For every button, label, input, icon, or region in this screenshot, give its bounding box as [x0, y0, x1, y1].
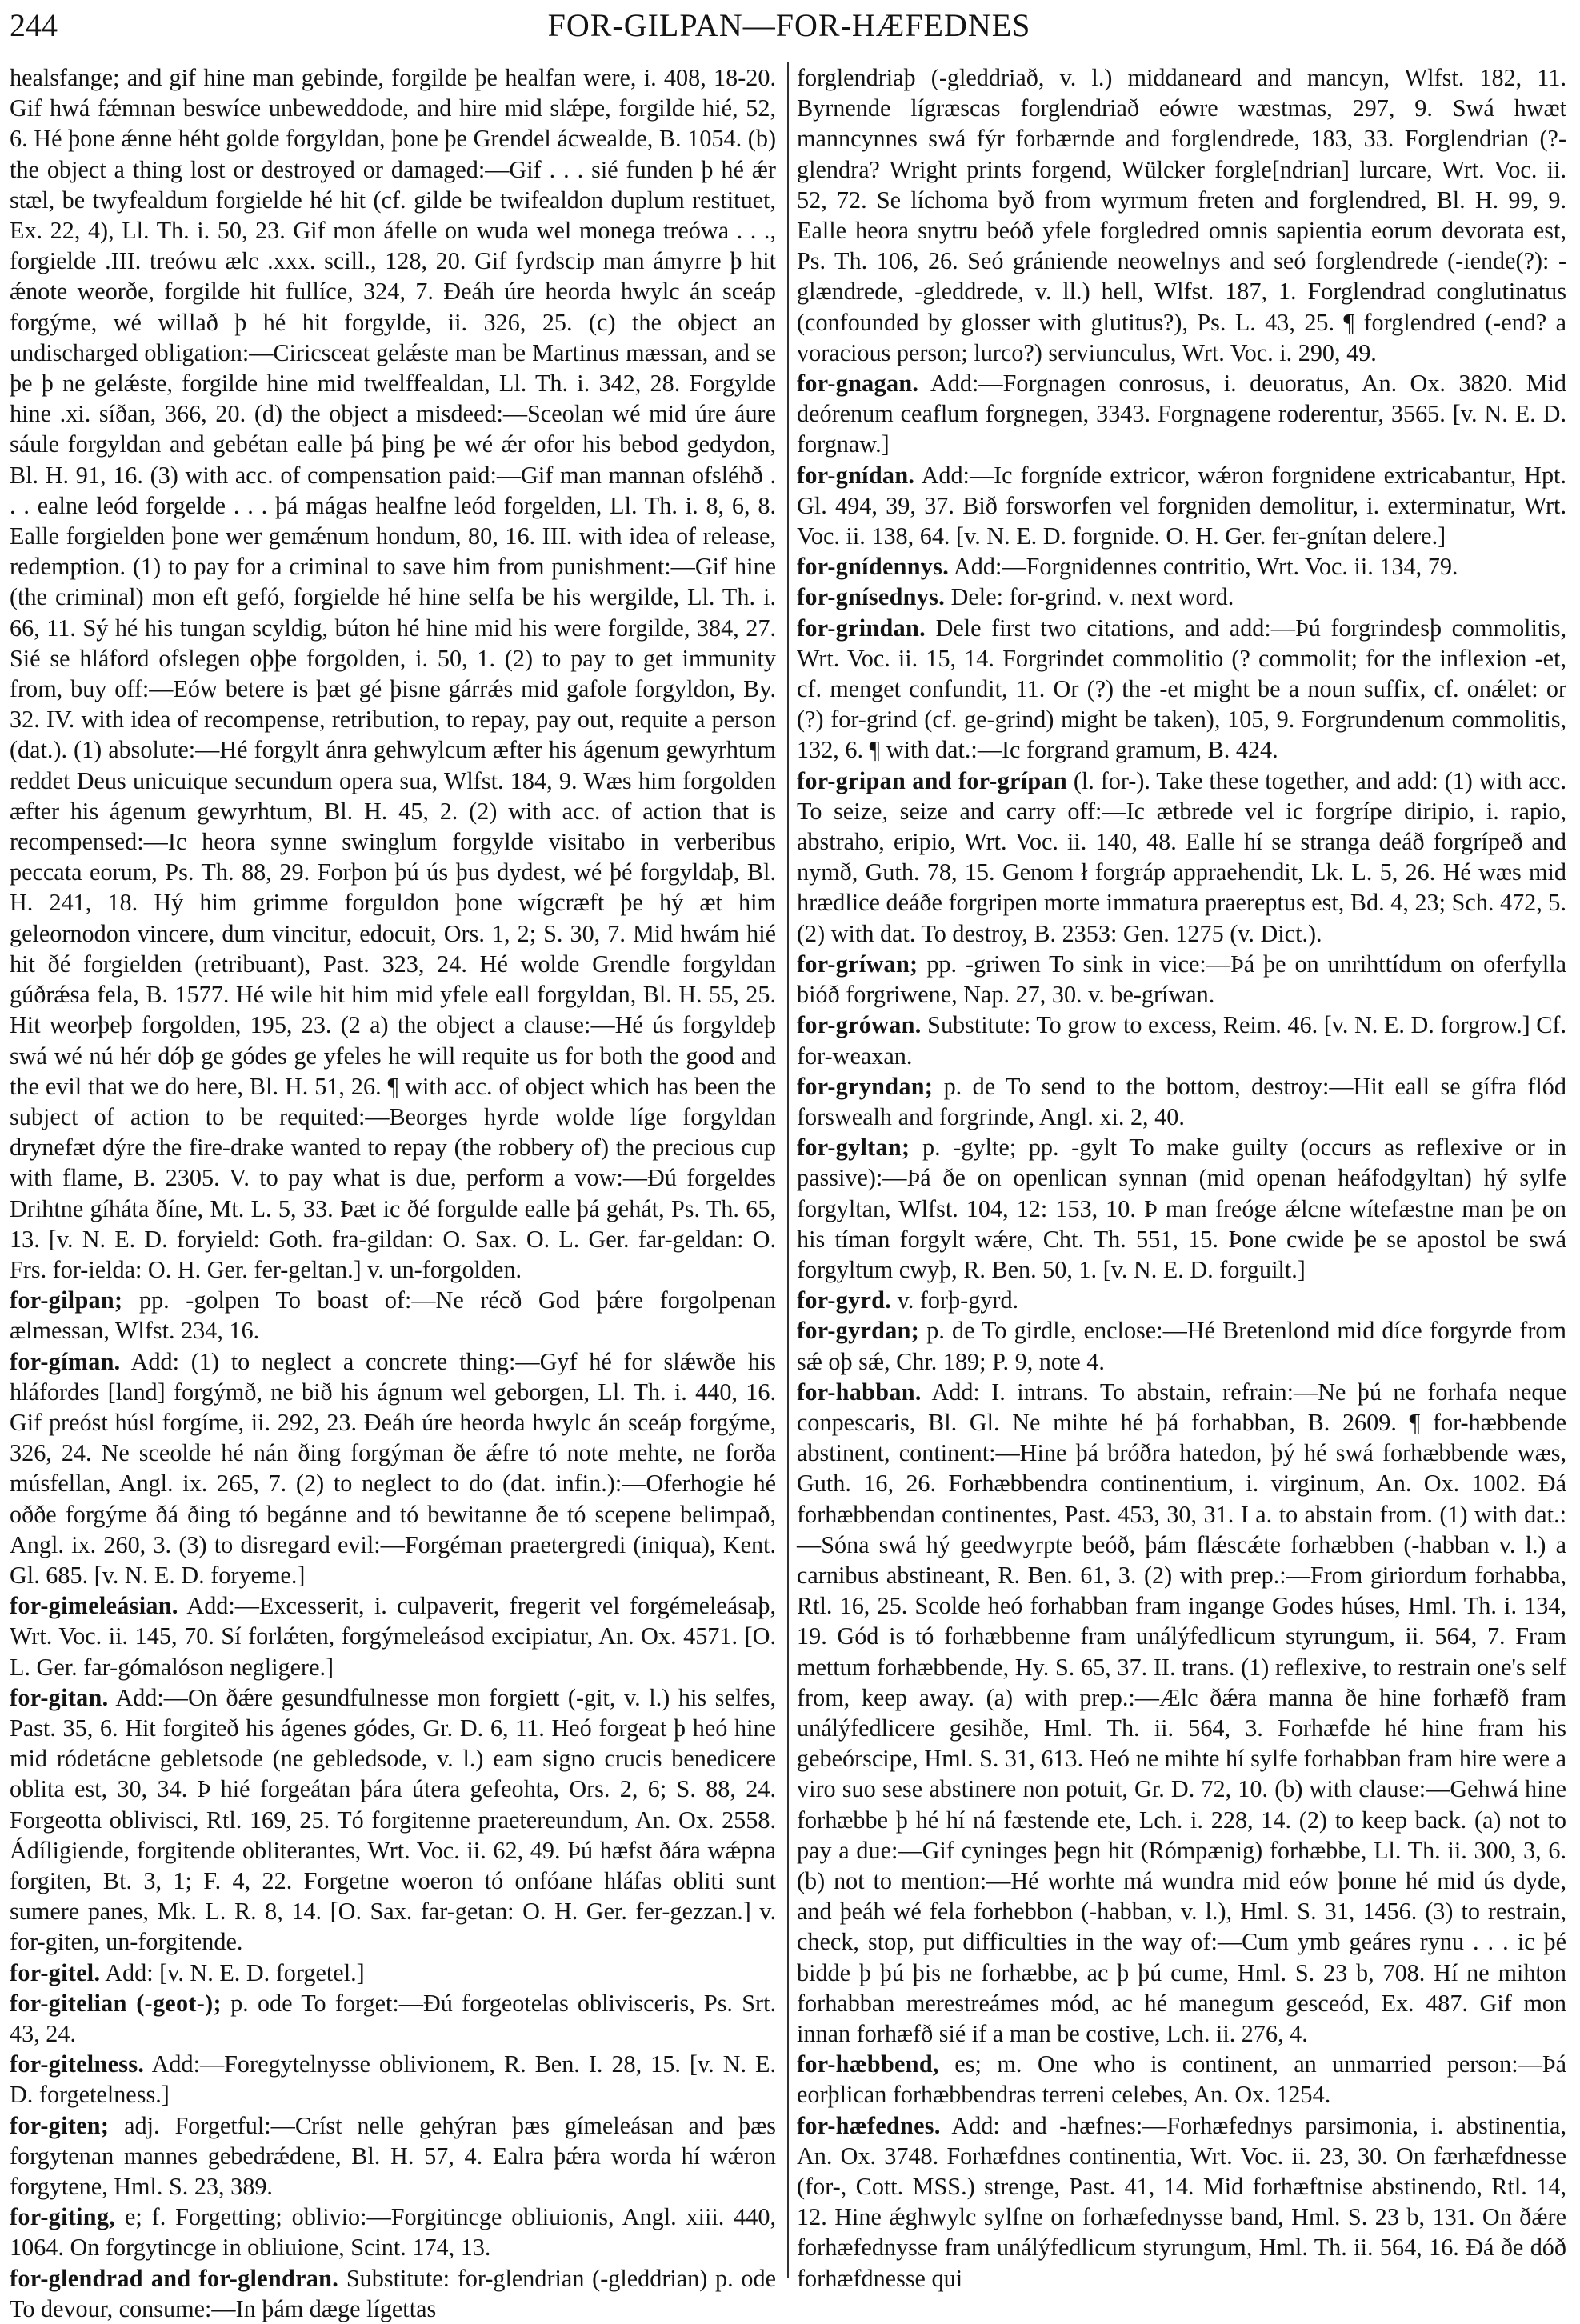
entry-body: Add: and -hæfnes:—Forhæfednys parsimonia, i. abstinentia, An. Ox. 3748. Forhæfdnes continentia, Wrt. Voc. ii. 23, 30. On færhæfdnesse (for-, Cott. MSS.) strenge, Past. 41, 14. Mid forhæftnise abstinendo, Rtl. 14, 12. Hine ǽghwylc sylfne on forhæfednysse band, Hml. S. 23 b, 131. On ðǽre forhæfednysse fram unálýfedlicum styrungum, Hml. Th. ii. 564, 16. Ðá ðe dóð forhæfdnesse qui: [797, 2111, 1566, 2292]
entry-headword: for-gryndan;: [797, 1072, 934, 1100]
entry-headword: for-habban.: [797, 1378, 922, 1406]
dictionary-entry: [797, 766, 1566, 949]
entry-body: Dele: for-grind. v. next word.: [950, 583, 1234, 611]
page-header: [10, 6, 1569, 54]
entry-headword: for-gnídan.: [797, 461, 915, 489]
dictionary-entry: [10, 1682, 776, 1958]
entry-headword: for-gríwan;: [797, 950, 918, 978]
dictionary-entry: [797, 460, 1566, 552]
right-column: [797, 62, 1566, 2294]
column-divider: [787, 62, 789, 2278]
entry-body: (l. for-). Take these together, and add: (1) with acc. To seize, seize and carry off:—Ic ætbrede vel ic forgrípe diripio, i. rapio, abstraho, eripio, Wrt. Voc. ii. 140, 48. Ealle hí se stranga deáð forgrípeð and nymð, Guth. 78, 15. Genom ł forgráp appraehendit, Lk. L. 5, 26. Hé wæs mid hrædlice deáðe forgripen morte immatura praereptus est, Bd. 4, 23; Sch. 472, 5. (2) with dat. To destroy, B. 2353: Gen. 1275 (v. Dict.).: [797, 766, 1566, 947]
dictionary-entry: [797, 2049, 1566, 2110]
entry-body: Add:—On ðǽre gesundfulnesse mon forgiett (-git, v. l.) his selfes, Past. 35, 6. Hit forgiteð his ágenes gódes, Gr. D. 6, 11. Heó forgeat þ heó hine mid ródetácne gebletsode (ne gebledsode, v. l.) eam signo crucis benedicere oblita est, 30, 34. Þ hié forgeátan þára útera gefeohta, Ors. 2, 6; S. 88, 24. Forgeotta oblivisci, Rtl. 169, 25. Tó forgitenne praetereundum, An. Ox. 2558. Ádíligiende, forgitende obliterantes, Wrt. Voc. ii. 62, 49. Þú hæfst ðára wǽpna forgiten, Bt. 3, 1; F. 4, 22. Forgetne woeron tó onfóane hláfas obliti sunt sumere panes, Mk. L. R. 8, 14. [O. Sax. far-getan: O. H. Ger. fer-gezzan.] v. for-giten, un-forgitende.: [10, 1683, 776, 1956]
entry-body: Add:—Forgnidennes contritio, Wrt. Voc. ii. 134, 79.: [954, 553, 1458, 581]
entry-headword: for-gripan and for-grípan: [797, 766, 1067, 794]
dictionary-entry: [797, 1132, 1566, 1285]
dictionary-entry: [10, 2110, 776, 2202]
dictionary-entry: [10, 1590, 776, 1682]
entry-body: pp. -golpen To boast of:—Ne récð God þǽre forgolpenan ælmessan, Wlfst. 234, 16.: [10, 1286, 777, 1345]
dictionary-entry: [797, 2110, 1566, 2294]
entry-headword: for-gitan.: [10, 1683, 109, 1711]
dictionary-entry: [797, 949, 1566, 1010]
entry-headword: for-grindan.: [797, 614, 926, 642]
entry-headword: for-giten;: [10, 2111, 110, 2139]
entry-body: Add:—Excesserit, i. culpaverit, fregerit vel forgémeleásaþ, Wrt. Voc. ii. 145, 70. Sí forlǽten, forgýmeleásod excipiatur, An. Ox. 4571. [O. L. Ger. far-gómalóson negligere.]: [10, 1592, 776, 1681]
entry-continuation: [10, 62, 776, 1285]
dictionary-entry: [797, 1285, 1566, 1315]
dictionary-entry: [797, 551, 1566, 582]
entry-body: Add:—Foregytelnysse oblivionem, R. Ben. I. 28, 15. [v. N. E. D. forgetelness.]: [10, 2050, 776, 2109]
entry-body: Substitute: To grow to excess, Reim. 46. [v. N. E. D. forgrow.] Cf. for-weaxan.: [797, 1011, 1566, 1070]
page-number: 244: [10, 7, 58, 43]
entry-headword: for-gitel.: [10, 1958, 101, 1986]
entry-body: Dele first two citations, and add:—Þú forgrindesþ commolitis, Wrt. Voc. ii. 15, 14. Forgrindet commolitio (? commolit; for the inflexion -et, cf. menget confundit, 11. Or (?) the -et might be a noun suffix, cf. onǽlet: or (?) for-grind (cf. ge-grind) might be taken), 105, 9. Forgrundenum commolitis, 132, 6. ¶ with dat.:—Ic forgrand gramum, B. 424.: [797, 614, 1567, 764]
dictionary-entry: [10, 2263, 776, 2324]
entry-body: e; f. Forgetting; oblivio:—Forgitincge obliuionis, Angl. xiii. 440, 1064. On forgytincge in obliuione, Scint. 174, 13.: [10, 2203, 776, 2262]
entry-body: Substitute: for-glendrian (-gleddrian) p. ode To devour, consume:—In þám dæge lígettas: [10, 2264, 777, 2322]
entry-headword: for-gyltan;: [797, 1134, 910, 1162]
entry-body: Add:—Forgnagen conrosus, i. deuoratus, An. Ox. 3820. Mid deórenum ceaflum forgnegen, 3343. Forgnagene roderentur, 3565. [v. N. E. D. forgnaw.]: [797, 370, 1566, 458]
entry-headword: for-gilpan;: [10, 1286, 123, 1314]
dictionary-entry: [797, 1377, 1566, 2049]
entry-headword: for-gnídennys.: [797, 553, 950, 581]
dictionary-entry: [10, 1346, 776, 1591]
entry-headword: for-gíman.: [10, 1347, 121, 1375]
entry-headword: for-hæfednes.: [797, 2111, 941, 2139]
dictionary-entry: [797, 1071, 1566, 1132]
entry-body: Add: I. intrans. To abstain, refrain:—Ne þú ne forhafa neque conpescaris, Bl. Gl. Ne mihte hé þá forhabban, B. 2609. ¶ for-hæbbende abstinent, continent:—Hine þá bróðra hatedon, þý hé swá forhæbbende wæs, Guth. 16, 26. Forhæbbendra continentium, i. virginum, An. Ox. 1002. Ðá forhæbbendan continentes, Past. 453, 30, 31. I a. to abstain from. (1) with dat.:—Sóna swá hý geedwyrpte beóð, þám flǽscǽte forhæbben (-habban v. l.) a carnibus abstineant, R. Ben. 61, 3. (2) with prep.:—From giriordum forhabba, Rtl. 16, 25. Scolde heó forhabban fram ingange Godes húses, Hml. Th. i. 134, 19. Gód is tó forhæbbenne fram unálýfedlicum styrungum, ii. 564, 7. Fram mettum forhæbbende, Hy. S. 65, 37. II. trans. (1) reflexive, to restrain one's self from, keep away. (a) with prep.:—Ælc ðǽra manna ðe hine forhæfð fram unálýfedlicere gesihðe, Hml. Th. ii. 564, 3. Forhæfde hé hine fram his gebeórscipe, Hml. S. 31, 613. Heó ne mihte hí sylfe forhabban fram hire were a viro suo sese abstinere non potuit, Gr. D. 72, 10. (b) with clause:—Gehwá hine forhæbbe þ hé hí ná fæstende ete, Lch. i. 228, 14. (2) to keep back. (a) not to pay a due:—Gif cyninges þegn hit (Rómpænig) forhæbbe, Ll. Th. ii. 300, 3, 6. (b) not to mention:—Hé worhte má wundra mid eów þonne hé mid ús dyde, and þeáh wé fela forhebbon (-habban, v. l.), Hml. S. 31, 1456. (3) to restrain, check, stop, put difficulties in the way of:—Cum ymb geáres rynu . . . ic þé bidde þ þú þis ne forhæbbe, ac þ þú cume, Hml. S. 23 b, 708. Hí ne mihton forhabban merestreámes mód, ac hé manegum gesceód, Ex. 487. Gif mon innan forhæfð sié if a man be costive, Lch. ii. 276, 4.: [797, 1378, 1566, 2047]
entry-headword: for-hæbbend,: [797, 2050, 939, 2078]
entry-body: p. de To send to the bottom, destroy:—Hit eall se gífra flód forswealh and forgrinde, Angl. xi. 2, 40.: [797, 1072, 1566, 1130]
dictionary-entry: [797, 368, 1566, 460]
entry-body: p. de To girdle, enclose:—Hé Bretenlond mid díce forgyrde from sǽ oþ sǽ, Chr. 189; P. 9, note 4.: [797, 1317, 1566, 1375]
entry-headword: for-gyrd.: [797, 1286, 892, 1314]
entry-body: forglendriaþ (-gleddriað, v. l.) middaneard and mancyn, Wlfst. 182, 11. Byrnende lígræscas forglendriað eówre wæstmas, 297, 9. Swá hwæt manncynnes swá fýr forbærnde and forglendrede, 183, 33. Forglendrian (?-glendra? Wright prints forgend, Wülcker forgle[ndrian] lurcare, Wrt. Voc. ii. 52, 72. Se líchoma byð from wyrmum freten and forglendred, Bl. H. 99, 9. Ealle heora snytru beóð yfele forgledred omnis sapientia eorum devorata est, Ps. Th. 106, 26. Seó grániende neowelnys and seó forglendrede (-iende(?): -glændrede, -gleddrede, v. ll.) hell, Wlfst. 187, 1. Forglendrad conglutinatus (confounded by glosser with glutitus?), Ps. L. 43, 25. ¶ forglendred (-end? a voracious person; lurco?) serviunculus, Wrt. Voc. i. 290, 49.: [797, 64, 1566, 366]
left-column: [10, 62, 776, 2324]
entry-headword: for-grówan.: [797, 1011, 922, 1039]
entry-headword: for-gyrdan;: [797, 1317, 920, 1345]
dictionary-entry: [797, 613, 1566, 766]
dictionary-entry: [797, 1010, 1566, 1070]
entry-body: Add:—Ic forgníde extricor, wǽron forgnidene extricabantur, Hpt. Gl. 494, 39, 37. Bið forsworfen vel forgniden demolitur, i. exterminatur, Wrt. Voc. ii. 138, 64. [v. N. E. D. forgnide. O. H. Ger. fer-gnítan delere.]: [797, 461, 1566, 550]
running-title: FOR-GILPAN—FOR-HÆFEDNES: [547, 7, 1031, 43]
dictionary-entry: [797, 582, 1566, 612]
entry-body: Add: [v. N. E. D. forgetel.]: [105, 1958, 365, 1986]
entry-headword: for-gnagan.: [797, 370, 919, 398]
entry-body: v. forþ-gyrd.: [897, 1286, 1019, 1314]
entry-body: p. -gylte; pp. -gylt To make guilty (occurs as reflexive or in passive):—Þá ðe on openlican synnan (mid openan heáfodgyltan) hý sylfe forgyltan, Wlfst. 104, 12: 153, 10. Þ man freóge ǽlcne wítefæstne man þe on his tíman forgylt wǽre, Cht. Th. 551, 15. Þone cwide þe se apostol be swá forgyltum cwyþ, R. Ben. 50, 1. [v. N. E. D. forguilt.]: [797, 1134, 1567, 1283]
entry-body: es; m. One who is continent, an unmarried person:—Þá eorþlican forhæbbendras terreni celebes, An. Ox. 1254.: [797, 2050, 1566, 2109]
entry-headword: for-gitelian (-geot-);: [10, 1989, 222, 2017]
entry-headword: for-gnísednys.: [797, 583, 946, 611]
entry-headword: for-giting,: [10, 2203, 116, 2231]
dictionary-entry: [10, 2049, 776, 2110]
entry-headword: for-gimeleásian.: [10, 1592, 178, 1620]
entry-headword: for-glendrad and for-glendran.: [10, 2264, 339, 2292]
entry-headword: for-gitelness.: [10, 2050, 145, 2078]
entry-body: p. ode To forget:—Ðú forgeotelas oblivisceris, Ps. Srt. 43, 24.: [10, 1989, 776, 2047]
entry-body: healsfange; and gif hine man gebinde, forgilde þe healfan were, i. 408, 18-20. Gif hwá fǽmnan beswíce unbeweddode, and hire mid slǽpe, forgilde hié, 52, 6. Hé þone ǽnne héht golde forgyldan, þone þe Grendel ácwealde, B. 1054. (b) the object a thing lost or destroyed or damaged:—Gif . . . sié funden þ hé ǽr stæl, be twyfealdum forgielde hé hit (cf. gilde be twifealdon duplum restituet, Ex. 22, 4), Ll. Th. i. 50, 23. Gif mon áfelle on wuda wel monega treówa . . ., forgielde .III. treówu ælc .xxx. scill., 128, 20. Gif fyrdscip man ámyrre þ hit ǽnote weorðe, forgilde hit fullíce, 324, 7. Ðeáh úre heorda hwylc án sceáp forgýme, wé willað þ hé hit forgylde, ii. 326, 25. (c) the object an undischarged obligation:—Ciricsceat gelǽste man be Martinus mæssan, and se þe þ ne gelǽste, forgilde hine mid twelffealdan, Ll. Th. i. 342, 28. Forgylde hine .xi. síðan, 366, 20. (d) the object a misdeed:—Sceolan wé mid úre áure sáule forgyldan and gebétan ealle þá þing þe wé ǽr ofor his bebod gedydon, Bl. H. 91, 16. (3) with acc. of compensation paid:—Gif man mannan ofsléhð . . . ealne leód forgelde . . . þá mágas healfne leód forgelden, Ll. Th. i. 8, 6, 8. Ealle forgielden þone wer gemǽnum hondum, 80, 16. III. with idea of release, redemption. (1) to pay for a criminal to save him from punishment:—Gif hine (the criminal) mon eft gefó, forgielde hé hine selfa be his wergilde, Ll. Th. i. 66, 11. Sý hé his tungan scyldig, búton hé hine mid his were forgilde, 384, 27. Sié se hláford ofslegen oþþe forgolden, i. 50, 1. (2) to pay to get immunity from, buy off:—Eów betere is þæt gé þisne gárrǽs mid gafole forgyldon, By. 32. IV. with idea of recompense, retribution, to repay, pay out, requite a person (dat.). (1) absolute:—Hé forgylt ánra gehwylcum æfter his ágenum gewyrhtum reddet Deus unicuique secundum opera sua, Wlfst. 184, 9. Wæs him forgolden æfter his ágenum gewyrhtum, Bl. H. 45, 2. (2) with acc. of action that is recompensed:—Ic heora synne swinglum forgylde visitabo in verberibus peccata eorum, Ps. Th. 88, 29. Forþon þú ús þus dydest, wé þé forgyldaþ, Bl. H. 241, 18. Hý him grimme forguldon þone wígcræft þe hý æt him geleornodon vincere, dum vincitur, edocuit, Ors. 1, 2; S. 30, 7. Mid hwám hié hit ðé forgielden (retribuant), Past. 323, 24. Hé wolde Grendle forgyldan gúðrǽsa fela, B. 1577. Hé wile hit him mid yfele eall forgyldan, Bl. H. 55, 25. Hit weorþeþ forgolden, 195, 23. (2 a) the object a clause:—Hé ús forgyldeþ swá wé nú hér dóþ ge gódes ge yfeles he will requite us for both the good and the evil that we do here, Bl. H. 51, 26. ¶ with acc. of object which has been the subject of action to be requited:—Beorges hyrde wolde líge forgyldan drynefæt dýre the fire-drake wanted to repay (the robbery of) the precious cup with flame, B. 2305. V. to pay what is due, perform a vow:—Ðú forgeldes Drihtne gíháta ðíne, Mt. L. 5, 33. Þæt ic ðé forgulde ealle þá gehát, Ps. Th. 65, 13. [v. N. E. D. foryield: Goth. fra-gildan: O. Sax. O. L. Ger. far-geldan: O. Frs. for-ielda: O. H. Ger. fer-geltan.] v. un-forgolden.: [10, 64, 776, 1283]
dictionary-entry: [797, 1315, 1566, 1376]
dictionary-entry: [10, 2202, 776, 2262]
entry-continuation: [797, 62, 1566, 368]
dictionary-entry: [10, 1988, 776, 2049]
entry-body: adj. Forgetful:—Críst nelle gehýran þæs gímeleásan and þæs forgytenan mannes gebedrǽdene, Bl. H. 57, 4. Ealra þǽra worda hí wǽron forgytene, Hml. S. 23, 389.: [10, 2111, 776, 2201]
entry-body: pp. -griwen To sink in vice:—Þá þe on unrihttídum on oferfylla bióð forgriwene, Nap. 27, 30. v. be-gríwan.: [797, 950, 1567, 1009]
dictionary-entry: [10, 1285, 776, 1346]
entry-body: Add: (1) to neglect a concrete thing:—Gyf hé for slǽwðe his hláfordes [land] forgýmð, ne bið his ágnum wel geborgen, Ll. Th. i. 440, 16. Gif preóst húsl forgíme, ii. 292, 23. Ðeáh úre heorda hwylc án sceáp forgýme, 326, 24. Ne sceolde hé nán ðing forgýman ðe ǽfre tó note mehte, ne forða músfellan, Angl. ix. 265, 7. (2) to neglect to do (dat. infin.):—Oferhogie hé oððe forgýme ðá ðing tó begánne and tó bewitanne ðe tó scepene belimpað, Angl. ix. 260, 3. (3) to disregard evil:—Forgéman praetergredi (iniqua), Kent. Gl. 685. [v. N. E. D. foryeme.]: [10, 1347, 776, 1589]
dictionary-entry: [10, 1958, 776, 1988]
